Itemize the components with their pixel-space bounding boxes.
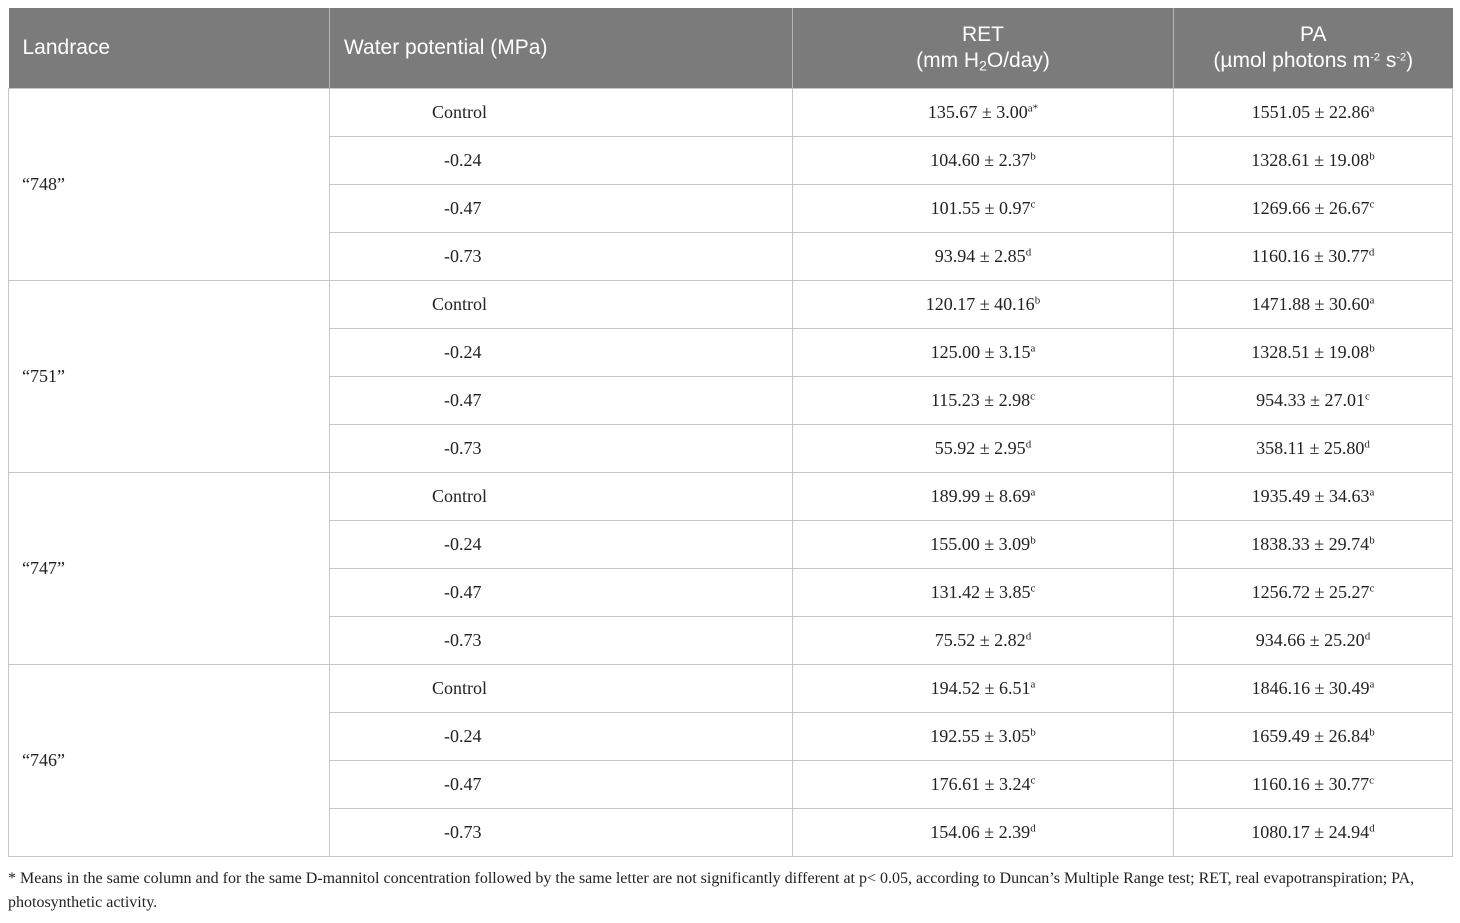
pa-value: 954.33 ± 27.01 [1256,390,1365,410]
pa-value: 1256.72 ± 25.27 [1251,582,1370,602]
pa-significance-letter: b [1369,342,1375,355]
pa-value: 1080.17 ± 24.94 [1251,822,1370,842]
pa-significance-letter: a [1369,294,1375,307]
pa-significance-letter: c [1369,198,1375,211]
ret-value: 93.94 ± 2.85 [934,246,1026,266]
header-pa-unit-mid: s [1379,49,1397,72]
header-pa [1174,8,1453,89]
ret-significance-letter: a [1030,486,1036,499]
ret-value: 75.52 ± 2.82 [934,630,1026,650]
pa-significance-letter: a [1369,102,1375,115]
header-ret-unit [916,49,1050,72]
ret-value: 115.23 ± 2.98 [930,390,1031,410]
pa-cell [1174,281,1453,329]
header-pa-unit-post: ) [1406,49,1414,72]
ret-value: 154.06 ± 2.39 [930,822,1031,842]
table-row [9,473,1453,521]
landrace-cell: “747” [9,473,330,665]
ret-cell [793,473,1174,521]
pa-value: 1328.51 ± 19.08 [1251,342,1370,362]
pa-value: 358.11 ± 25.80 [1256,438,1365,458]
pa-cell [1174,569,1453,617]
pa-value: 1269.66 ± 26.67 [1251,198,1370,218]
water-potential-cell: -0.47 [330,377,793,425]
ret-significance-letter: d [1030,822,1036,835]
ret-value: 194.52 ± 6.51 [930,678,1031,698]
pa-cell [1174,137,1453,185]
ret-significance-letter: d [1025,630,1032,643]
header-pa-unit-pre: (µmol photons m [1213,49,1371,72]
water-potential-cell: -0.24 [330,329,793,377]
header-pa-unit-sup2: -2 [1396,51,1407,64]
pa-cell [1174,185,1453,233]
header-ret-unit-sub: 2 [979,57,987,74]
pa-significance-letter: d [1369,822,1375,835]
table-footnote: * Means in the same column and for the same D-mannitol concentration followed by the same letter are not significantly different at p< 0.05, according to Duncan’s Multiple Range test; RET, real evapotranspiration; PA, photosynthetic activity. [8,870,1415,911]
ret-significance-letter: a [1030,678,1036,691]
ret-cell [793,281,1174,329]
pa-cell [1174,713,1453,761]
header-ret-title: RET [962,23,1004,46]
ret-value: 176.61 ± 3.24 [930,774,1031,794]
water-potential-cell: -0.73 [330,233,793,281]
header-ret [793,8,1174,89]
pa-significance-letter: b [1369,150,1375,163]
pa-significance-letter: d [1368,246,1375,259]
pa-value: 1160.16 ± 30.77 [1251,246,1369,266]
water-potential-cell: -0.73 [330,617,793,665]
ret-cell [793,89,1174,137]
ret-significance-letter: a* [1027,102,1039,115]
ret-value: 101.55 ± 0.97 [930,198,1031,218]
ret-value: 131.42 ± 3.85 [930,582,1031,602]
pa-significance-letter: d [1364,630,1371,643]
pa-value: 1551.05 ± 22.86 [1251,102,1370,122]
ret-significance-letter: a [1030,342,1036,355]
ret-cell [793,617,1174,665]
water-potential-cell: -0.24 [330,713,793,761]
pa-significance-letter: b [1369,726,1375,739]
pa-cell [1174,473,1453,521]
pa-cell [1174,521,1453,569]
ret-cell [793,137,1174,185]
water-potential-cell: -0.24 [330,521,793,569]
pa-cell [1174,665,1453,713]
pa-significance-letter: c [1369,582,1375,595]
pa-value: 1935.49 ± 34.63 [1251,486,1370,506]
header-pa-unit-sup1: -2 [1370,51,1380,64]
pa-cell [1174,329,1453,377]
ret-significance-letter: b [1034,294,1041,307]
ret-cell [793,521,1174,569]
ret-cell [793,377,1174,425]
ret-cell [793,425,1174,473]
table-row [9,665,1453,713]
ret-significance-letter: c [1030,774,1036,787]
pa-significance-letter: a [1369,678,1375,691]
pa-significance-letter: c [1369,774,1375,787]
header-landrace: Landrace [9,8,330,89]
water-potential-cell: -0.73 [330,425,793,473]
water-potential-cell: -0.73 [330,809,793,857]
ret-significance-letter: c [1030,390,1036,403]
ret-cell [793,329,1174,377]
ret-value: 55.92 ± 2.95 [934,438,1026,458]
landrace-cell: “746” [9,665,330,857]
water-potential-cell: -0.47 [330,761,793,809]
water-potential-cell: Control [330,281,793,329]
pa-cell [1174,617,1453,665]
ret-significance-letter: c [1030,582,1036,595]
ret-significance-letter: c [1030,198,1036,211]
ret-value: 192.55 ± 3.05 [930,726,1031,746]
ret-cell [793,185,1174,233]
pa-cell [1174,233,1453,281]
pa-value: 934.66 ± 25.20 [1255,630,1365,650]
ret-significance-letter: b [1030,534,1036,547]
header-ret-unit-pre: (mm H [916,49,980,72]
pa-value: 1471.88 ± 30.60 [1251,294,1370,314]
ret-cell [793,233,1174,281]
pa-cell [1174,809,1453,857]
pa-significance-letter: c [1365,390,1370,403]
pa-value: 1838.33 ± 29.74 [1251,534,1370,554]
pa-cell [1174,377,1453,425]
pa-significance-letter: a [1369,486,1375,499]
table-header [9,8,1453,89]
ret-value: 125.00 ± 3.15 [930,342,1031,362]
water-potential-cell: Control [330,665,793,713]
table-body [9,89,1453,857]
water-potential-cell: Control [330,473,793,521]
data-table-container [8,8,1452,857]
landrace-cell: “751” [9,281,330,473]
landrace-cell: “748” [9,89,330,281]
table-row [9,89,1453,137]
ret-value: 120.17 ± 40.16 [925,294,1035,314]
header-row [9,8,1453,89]
ret-cell [793,809,1174,857]
ret-significance-letter: b [1030,726,1036,739]
pa-significance-letter: d [1364,438,1370,451]
pa-value: 1160.16 ± 30.77 [1251,774,1370,794]
ret-value: 104.60 ± 2.37 [930,150,1031,170]
header-pa-unit [1213,49,1413,72]
pa-cell [1174,89,1453,137]
ret-value: 189.99 ± 8.69 [930,486,1031,506]
header-ret-unit-post: O/day) [986,49,1050,72]
pa-value: 1328.61 ± 19.08 [1251,150,1370,170]
pa-value: 1659.49 ± 26.84 [1251,726,1370,746]
ret-cell [793,569,1174,617]
pa-significance-letter: b [1369,534,1375,547]
table-row [9,281,1453,329]
data-table [8,8,1453,857]
pa-value: 1846.16 ± 30.49 [1251,678,1370,698]
water-potential-cell: -0.24 [330,137,793,185]
ret-value: 135.67 ± 3.00 [927,102,1028,122]
header-pa-title: PA [1300,23,1327,46]
header-water-potential: Water potential (MPa) [330,8,793,89]
water-potential-cell: Control [330,89,793,137]
ret-value: 155.00 ± 3.09 [930,534,1031,554]
water-potential-cell: -0.47 [330,185,793,233]
ret-cell [793,713,1174,761]
pa-cell [1174,761,1453,809]
ret-significance-letter: b [1030,150,1036,163]
ret-cell [793,761,1174,809]
ret-significance-letter: d [1025,438,1032,451]
pa-cell [1174,425,1453,473]
ret-significance-letter: d [1025,246,1032,259]
water-potential-cell: -0.47 [330,569,793,617]
ret-cell [793,665,1174,713]
